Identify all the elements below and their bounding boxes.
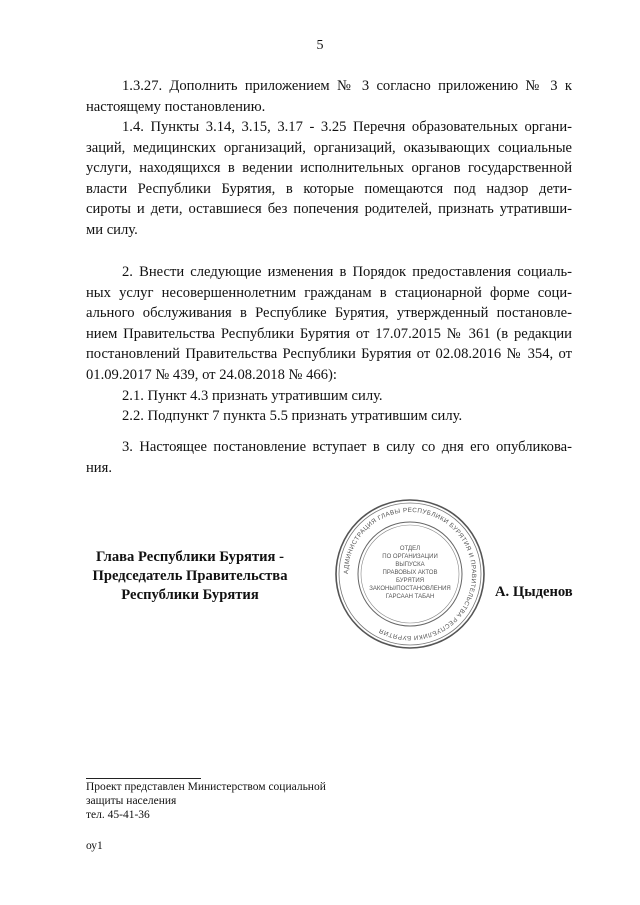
signatory-title-line: Республики Бурятия: [121, 587, 259, 603]
text-line: 2.1. Пункт 4.3 признать утратившим силу.: [122, 387, 383, 404]
footnote-line: Проект представлен Министерством социальной: [86, 781, 326, 793]
text-line: заций, медицинских организаций, организаций, оказывающих социальные: [86, 139, 572, 156]
text-line: власти Республики Бурятия, в которые помещаются под надзор дети-: [86, 180, 572, 197]
footnote-line: тел. 45-41-36: [86, 809, 150, 821]
paragraph-2: [86, 262, 572, 427]
text-line: 2.2. Подпункт 7 пункта 5.5 признать утратившим силу.: [122, 408, 463, 425]
official-seal: [333, 497, 487, 651]
signatory-title: [70, 548, 310, 605]
text-line: ального обслуживания в Республике Бурятия, утвержденный постановле-: [86, 305, 572, 322]
seal-inner-line: ОТДЕЛ: [399, 546, 421, 552]
page-number: 5: [316, 38, 324, 53]
paragraph-1-4: [86, 117, 572, 241]
text-line: ных услуг несовершеннолетним гражданам в стационарной форме соци-: [86, 284, 572, 301]
seal-inner-line: ПО ОРГАНИЗАЦИИ: [382, 554, 438, 560]
text-line: 3. Настоящее постановление вступает в силу со дня его опубликова-: [122, 439, 572, 455]
text-line: постановлений Правительства Республики Бурятия от 02.08.2016 № 354, от: [86, 346, 572, 363]
signatory-name: А. Цыденов: [495, 584, 573, 600]
text-line: услуги, находящихся в ведении исполнительных органов государственной: [86, 160, 572, 177]
text-line: 1.4. Пункты 3.14, 3.15, 3.17 - 3.25 Перечня образовательных органи-: [122, 119, 572, 135]
text-line: 1.3.27. Дополнить приложением № 3 согласно приложению № 3 к: [122, 78, 572, 94]
text-line: сироты и дети, оставшиеся без попечения родителей, признать утративши-: [86, 201, 572, 218]
document-code: оу1: [86, 840, 103, 852]
text-line: 2. Внести следующие изменения в Порядок предоставления социаль-: [122, 264, 572, 280]
seal-graphic: [333, 497, 487, 651]
seal-ring-text: АДМИНИСТРАЦИЯ ГЛАВЫ РЕСПУБЛИКИ БУРЯТИЯ И ПРАВИТЕЛЬСТВА РЕСПУБЛИКИ БУРЯТИЯ: [342, 506, 478, 642]
footnote-line: защиты населения: [86, 795, 177, 807]
seal-inner-line: ВЫПУСКА: [395, 562, 425, 568]
text-line: 01.09.2017 № 439, от 24.08.2018 № 466):: [86, 366, 337, 383]
text-line: настоящему постановлению.: [86, 98, 266, 115]
text-line: ния.: [86, 459, 112, 476]
seal-inner-line: ГАРСААН ТАБАН: [385, 594, 435, 600]
text-line: нием Правительства Республики Бурятия от 17.07.2015 № 361 (в редакции: [86, 325, 572, 342]
seal-inner-line: БУРЯТИЯ: [395, 578, 425, 584]
text-line: ми силу.: [86, 221, 138, 238]
seal-inner-line: ЗАКОНЫ/ПОСТАНОВЛЕНИЯ: [369, 586, 451, 592]
paragraph-1-3-27: [86, 76, 572, 117]
footnote: [86, 780, 326, 822]
signatory-title-line: Председатель Правительства: [92, 568, 288, 584]
signatory-title-line: Глава Республики Бурятия -: [96, 549, 284, 565]
seal-inner-line: ПРАВОВЫХ АКТОВ: [382, 570, 438, 576]
footnote-divider: [86, 778, 201, 779]
paragraph-3: [86, 437, 572, 478]
